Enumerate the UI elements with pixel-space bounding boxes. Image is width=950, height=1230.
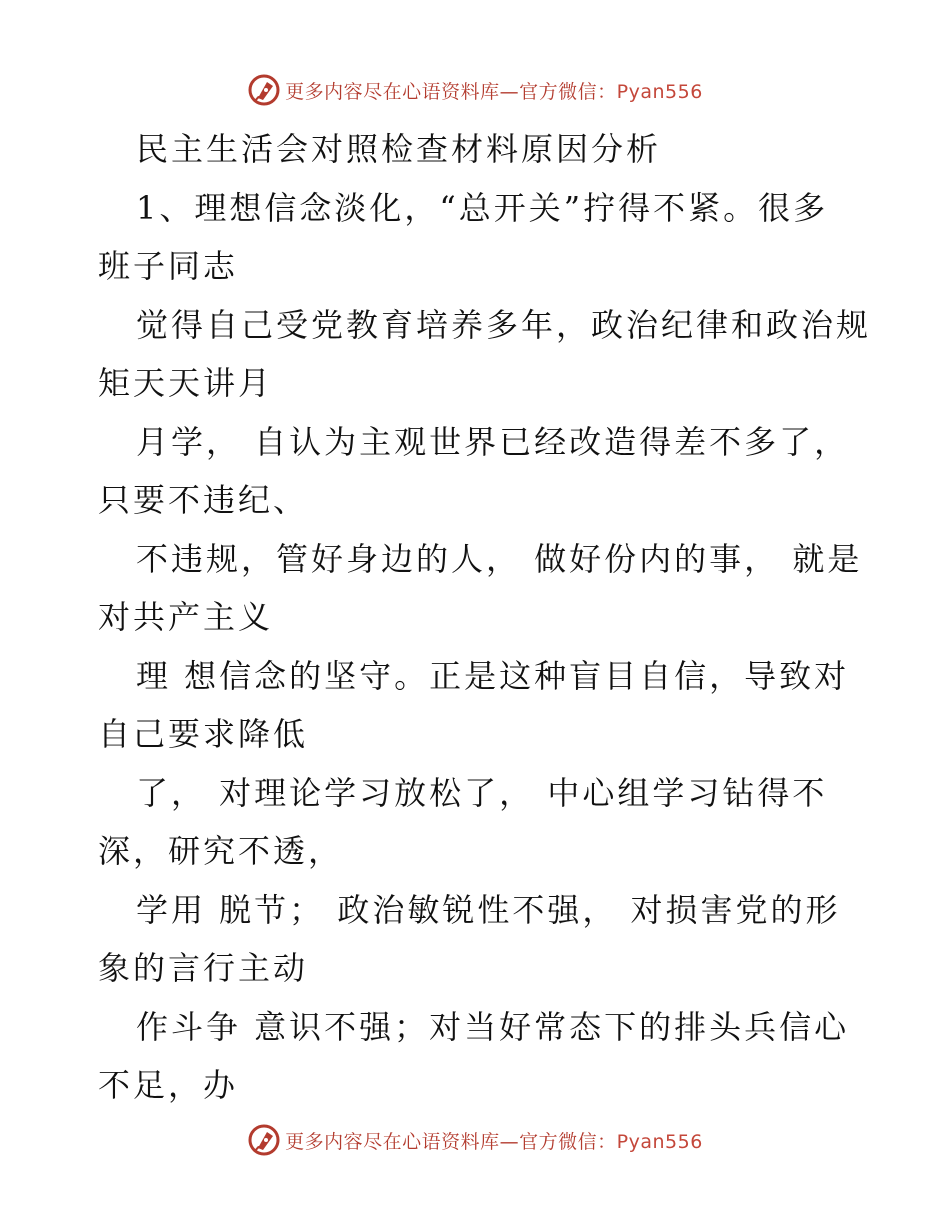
paragraph-line: 矩天天讲月 bbox=[98, 364, 274, 402]
paragraph-line: 对共产主义 bbox=[98, 598, 274, 636]
pen-nib-logo-icon bbox=[247, 73, 281, 107]
document-body bbox=[98, 120, 872, 1115]
banner-slogan: 更多内容尽在心语资料库—官方微信： bbox=[285, 80, 617, 103]
banner-wechat-id: Pyan556 bbox=[616, 80, 703, 103]
paragraph-line: 觉得自己受党教育培养多年，政治纪律和政治规 bbox=[136, 305, 872, 344]
paragraph-line: 月学， 自认为主观世界已经改造得差不多了， bbox=[136, 422, 850, 461]
paragraph-line: 学用 脱节； 政治敏锐性不强， 对损害党的形 bbox=[136, 890, 841, 929]
banner-slogan: 更多内容尽在心语资料库—官方微信： bbox=[285, 1130, 617, 1153]
paragraph-line: 班子同志 bbox=[98, 247, 239, 285]
header-banner bbox=[0, 70, 950, 110]
paragraph-line: 作斗争 意识不强；对当好常态下的排头兵信心 bbox=[136, 1007, 850, 1046]
banner-text bbox=[285, 1127, 703, 1154]
paragraph-line: 只要不违纪、 bbox=[98, 481, 309, 519]
paragraph-line: 不违规，管好身边的人， 做好份内的事， 就是 bbox=[136, 539, 863, 578]
banner-wechat-id: Pyan556 bbox=[616, 1130, 703, 1153]
paragraph-line: 1、理想信念淡化，“总开关”拧得不紧。很多 bbox=[136, 188, 829, 227]
paragraph-line: 不足，办 bbox=[98, 1066, 239, 1104]
paragraph-line: 象的言行主动 bbox=[98, 949, 309, 987]
pen-nib-logo-icon bbox=[247, 1123, 281, 1157]
paragraph-line: 深，研究不透， bbox=[98, 832, 344, 870]
paragraph-line: 自己要求降低 bbox=[98, 715, 309, 753]
document-title: 民主生活会对照检查材料原因分析 bbox=[136, 130, 662, 168]
paragraph-line: 了， 对理论学习放松了， 中心组学习钻得不 bbox=[136, 773, 828, 812]
footer-banner bbox=[0, 1120, 950, 1160]
paragraph-line: 理 想信念的坚守。正是这种盲目自信，导致对 bbox=[136, 656, 850, 695]
banner-text bbox=[285, 77, 703, 104]
